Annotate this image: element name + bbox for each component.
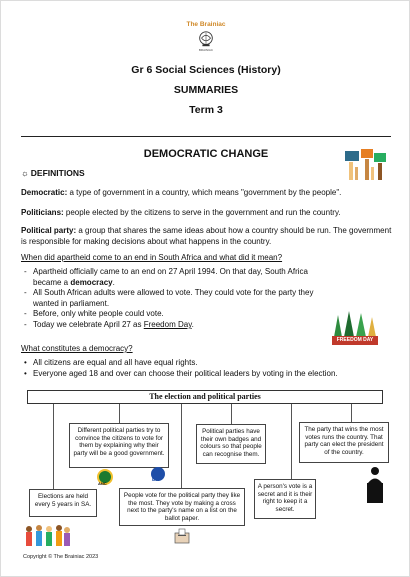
list-item: • Everyone aged 18 and over can choose their political leaders by voting in the election. (21, 369, 393, 380)
podium-speaker-icon (363, 465, 387, 503)
brand-subtext: BRAINIAC (198, 48, 214, 52)
connector-line (231, 404, 232, 424)
copyright-footer: Copyright © The Brainiac 2023 (23, 554, 99, 560)
brand-name: The Brainiac (186, 21, 226, 28)
diagram-box-voting: People vote for the political party they like the most. They vote by making a cross next to the party's name on a list on the ballot paper. (119, 488, 245, 526)
definition-politicians: Politicians: people elected by the citizens to serve in the government and run the country. (21, 208, 341, 217)
da-label: DA (152, 477, 160, 483)
diagram-box-badges: Political parties have their own badges and colours so that people can recognise them. (196, 424, 266, 464)
democracy-question: What constitutes a democracy? (21, 344, 133, 353)
connector-line (181, 404, 182, 488)
list-item: - Today we celebrate April 27 as Freedom Day. (21, 320, 321, 331)
sun-icon: ☼ (21, 168, 29, 178)
apartheid-question: When did apartheid come to an end in South Africa and what did it mean? (21, 253, 283, 262)
diagram-box-secret-vote: A person's vote is a secret and it is their right to keep it a secret. (254, 479, 316, 519)
anc-label: ANC (98, 481, 107, 486)
crowd-of-voters-icon (23, 521, 71, 549)
connector-line (291, 404, 292, 479)
section-title: DEMOCRATIC CHANGE (143, 148, 269, 160)
connector-line (119, 404, 120, 423)
list-item: - Before, only white people could vote. (21, 309, 321, 320)
ballot-box-icon (174, 528, 190, 544)
definition-democratic: Democratic: a type of government in a country, which means "government by the people". (21, 188, 342, 197)
page-title: Gr 6 Social Sciences (History) (131, 64, 281, 76)
list-item: - All South African adults were allowed to vote. They could vote for the party they wanted in parliament. (21, 288, 321, 309)
diagram-box-elections: Elections are held every 5 years in SA. (29, 489, 97, 517)
connector-line (53, 404, 54, 489)
divider (21, 136, 391, 137)
diagram-box-winning-party: The party that wins the most votes runs the country. That party can elect the president of the country. (299, 422, 389, 463)
term-label: Term 3 (189, 104, 223, 116)
list-item: • All citizens are equal and all have equal rights. (21, 358, 393, 369)
apartheid-list (21, 267, 321, 331)
brainiac-logo-icon (197, 30, 215, 48)
connector-line (351, 404, 352, 422)
definition-political-party: Political party: a group that shares the same ideas about how a country should be run. The government is responsible for making decisions about what happens in the country. (21, 226, 392, 246)
diagram-box-campaigning: Different political parties try to convince the citizens to vote for them by explaining why their party will be a good government. (69, 423, 169, 468)
diagram-title: The election and political parties (27, 390, 383, 404)
definitions-heading: ☼ DEFINITIONS (21, 168, 85, 178)
page-subtitle: SUMMARIES (173, 84, 239, 96)
freedom-day-caption: FREEDOM DAY (336, 337, 374, 343)
freedom-day-image (324, 307, 386, 353)
voting-hands-icon (341, 147, 389, 183)
raised-hands-icon (324, 307, 386, 353)
list-item: - Apartheid officially came to an end on 27 April 1994. On that day, South Africa became a democracy. (21, 267, 321, 288)
democracy-list (21, 358, 393, 379)
